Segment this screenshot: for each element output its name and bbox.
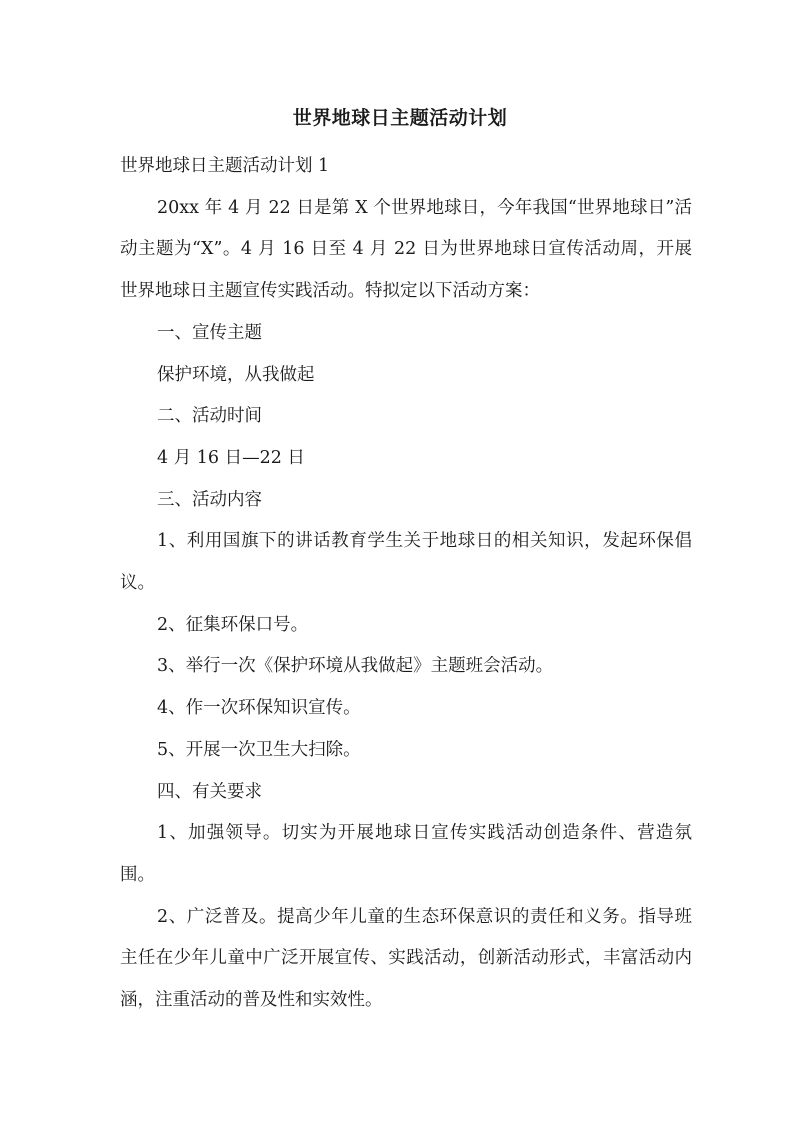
content-item-3: 3、举行一次《保护环境从我做起》主题班会活动。 <box>157 656 554 677</box>
subtitle-paragraph: 世界地球日主题活动计划 1 <box>120 156 330 176</box>
section-heading-time: 二、活动时间 <box>157 406 262 427</box>
time-paragraph: 4 月 16 日—22 日 <box>157 447 305 468</box>
content-item-4: 4、作一次环保知识宣传。 <box>157 698 361 719</box>
theme-paragraph: 保护环境，从我做起 <box>157 364 315 385</box>
requirement-item-2: 2、广泛普及。提高少年儿童的生态环保意识的责任和义务。指导班主任在少年儿童中广泛开展宣传、实践活动，创新活动形式，丰富活动内涵，注重活动的普及性和实效性。 <box>120 906 692 1011</box>
requirement-item-1: 1、加强领导。切实为开展地球日宣传实践活动创造条件、营造氛围。 <box>120 823 692 885</box>
content-item-5: 5、开展一次卫生大扫除。 <box>157 739 361 760</box>
section-heading-content: 三、活动内容 <box>157 489 262 510</box>
section-heading-theme: 一、宣传主题 <box>157 322 262 343</box>
intro-paragraph: 20xx 年 4 月 22 日是第 X 个世界地球日，今年我国“世界地球日”活动主题为“X”。4 月 16 日至 4 月 22 日为世界地球日宣传活动周，开展世界地球日主题宣传实践活动。特拟定以下活动方案： <box>120 197 692 302</box>
content-item-1: 1、利用国旗下的讲话教育学生关于地球日的相关知识，发起环保倡议。 <box>120 531 692 594</box>
content-item-2: 2、征集环保口号。 <box>157 614 309 635</box>
document-title: 世界地球日主题活动计划 <box>292 107 508 129</box>
document-body <box>120 146 692 1022</box>
section-heading-requirements: 四、有关要求 <box>157 781 262 802</box>
